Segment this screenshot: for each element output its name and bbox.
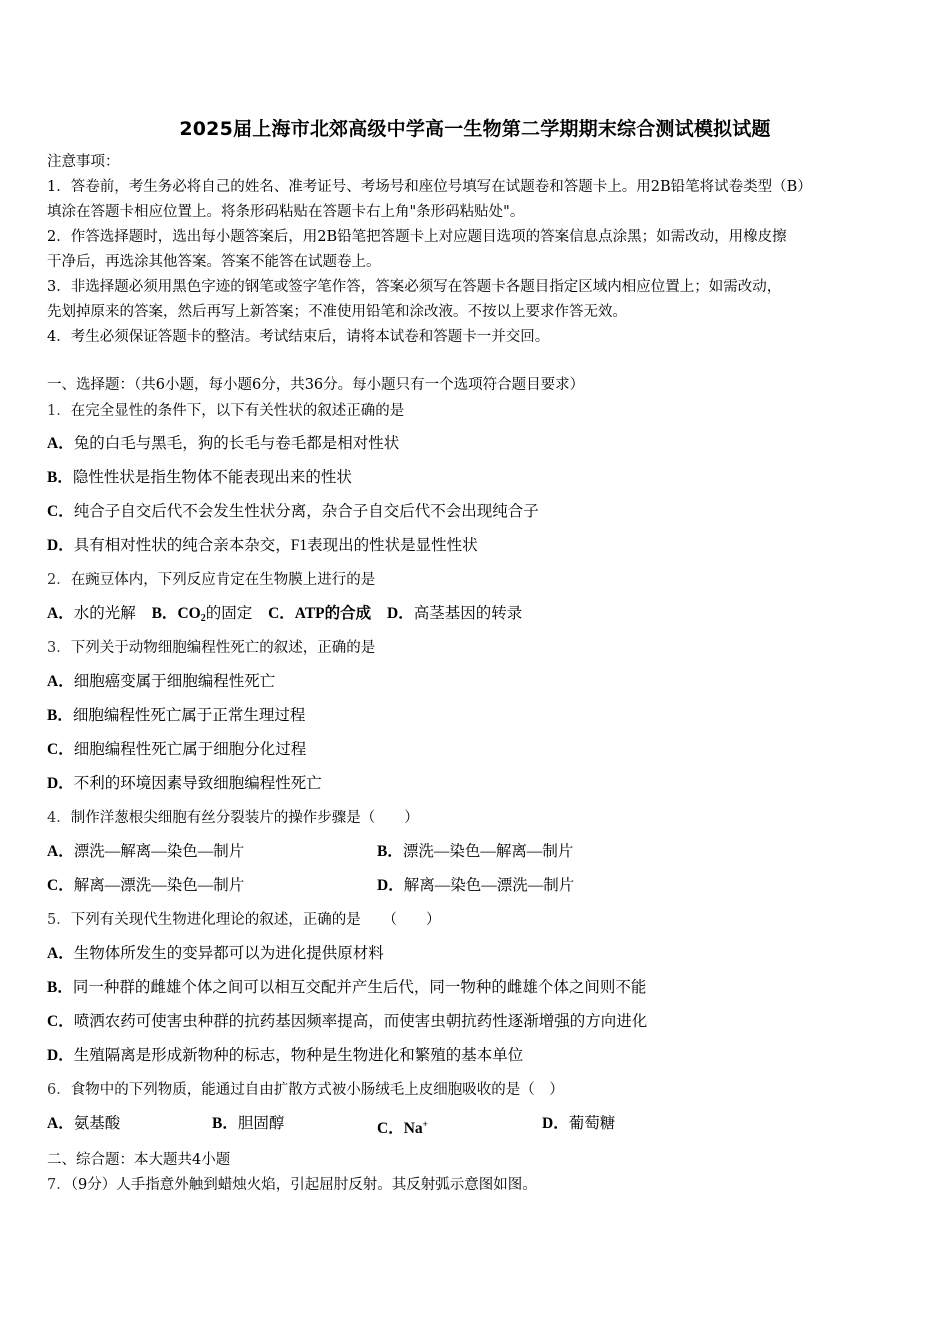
- question-number: 5．: [47, 912, 71, 928]
- question-3: [47, 638, 375, 658]
- option-c: C．解离—漂洗—染色—制片: [47, 877, 245, 894]
- question-number: 4．: [47, 810, 71, 826]
- option-d: D．葡萄糖: [542, 1115, 616, 1132]
- notice-line: 1．答卷前，考生务必将自己的姓名、准考证号、考场号和座位号填写在试题卷和答题卡上。用2B铅笔将试卷类型（B）: [47, 179, 812, 195]
- option-d: D．解离—染色—漂洗—制片: [377, 877, 575, 894]
- option-b: B．胆固醇: [212, 1115, 285, 1132]
- question-number: 2．: [47, 572, 71, 588]
- option-a: A．漂洗—解离—染色—制片: [47, 843, 245, 860]
- option-b: B．隐性性状是指生物体不能表现出来的性状: [47, 469, 352, 486]
- question-stem: 制作洋葱根尖细胞有丝分裂装片的操作步骤是（ ）: [70, 810, 419, 826]
- option-a: A．细胞癌变属于细胞编程性死亡: [47, 673, 276, 690]
- question-6: [47, 1080, 564, 1100]
- question-5: [47, 910, 440, 930]
- section-heading: 一、选择题：（共6小题，每小题6分，共36分。每小题只有一个选项符合题目要求）: [47, 377, 585, 393]
- question-1: [47, 401, 404, 421]
- notice-line: 2．作答选择题时，选出每小题答案后，用2B铅笔把答题卡上对应题目选项的答案信息点涂黑；如需改动，用橡皮擦: [47, 229, 787, 245]
- option-c: C．纯合子自交后代不会发生性状分离，杂合子自交后代不会出现纯合子: [47, 503, 539, 520]
- option-d: D．具有相对性状的纯合亲本杂交，F1表现出的性状是显性性状: [47, 537, 478, 554]
- option-c: C．细胞编程性死亡属于细胞分化过程: [47, 741, 307, 758]
- option-c: C．ATP的合成: [268, 605, 372, 622]
- notice-line: 3．非选择题必须用黑色字迹的钢笔或签字笔作答，答案必须写在答题卡各题目指定区域内相应位置上；如需改动，: [47, 279, 782, 295]
- question-number: 3．: [47, 640, 71, 656]
- question-stem: 食物中的下列物质，能通过自由扩散方式被小肠绒毛上皮细胞吸收的是（ ）: [70, 1082, 564, 1098]
- question-stem: 在完全显性的条件下，以下有关性状的叙述正确的是: [70, 403, 405, 419]
- option-d: D．不利的环境因素导致细胞编程性死亡: [47, 775, 322, 792]
- option-a: A．氨基酸: [47, 1115, 121, 1132]
- option-a: A．兔的白毛与黑毛，狗的长毛与卷毛都是相对性状: [47, 435, 400, 452]
- question-4: [47, 808, 419, 828]
- notice-line: 先划掉原来的答案，然后再写上新答案；不准使用铅笔和涂改液。不按以上要求作答无效。: [47, 304, 627, 320]
- question-number: 1．: [47, 403, 71, 419]
- question-number: 6．: [47, 1082, 71, 1098]
- option-a: A．生物体所发生的变异都可以为进化提供原材料: [47, 945, 384, 962]
- notice-heading: 注意事项：: [47, 154, 120, 170]
- notice-line: 填涂在答题卡相应位置上。将条形码粘贴在答题卡右上角"条形码粘贴处"。: [47, 204, 525, 220]
- option-d: D．生殖隔离是形成新物种的标志，物种是生物进化和繁殖的基本单位: [47, 1047, 524, 1064]
- question-stem: （9分）人手指意外触到蜡烛火焰，引起屈肘反射。其反射弧示意图如图。: [70, 1177, 537, 1193]
- question-7: [47, 1175, 537, 1195]
- question-number: 7．: [47, 1177, 71, 1193]
- section-heading: 二、综合题：本大题共4小题: [47, 1152, 231, 1168]
- option-b: B．漂洗—染色—解离—制片: [377, 843, 574, 860]
- notice-line: 4．考生必须保证答题卡的整洁。考试结束后，请将本试卷和答题卡一并交回。: [47, 329, 550, 345]
- option-c: C．Na+: [377, 1119, 428, 1137]
- page-title: 2025届上海市北郊高级中学高一生物第二学期期末综合测试模拟试题: [179, 118, 771, 140]
- question-2: [47, 570, 375, 590]
- question-stem: 下列关于动物细胞编程性死亡的叙述，正确的是: [70, 640, 376, 656]
- option-b: B．细胞编程性死亡属于正常生理过程: [47, 707, 306, 724]
- question-stem: 在豌豆体内，下列反应肯定在生物膜上进行的是: [70, 572, 376, 588]
- option-b: B．$CO_2$的固定: [151, 605, 253, 624]
- notice-line: 干净后，再选涂其他答案。答案不能答在试题卷上。: [47, 254, 381, 270]
- options-row: [47, 604, 522, 629]
- question-stem: 下列有关现代生物进化理论的叙述，正确的是 （ ）: [70, 912, 441, 928]
- option-c: C．喷洒农药可使害虫种群的抗药基因频率提高，而使害虫朝抗药性逐渐增强的方向进化: [47, 1013, 648, 1030]
- option-d: D．高茎基因的转录: [387, 605, 523, 622]
- option-a: A．水的光解: [47, 605, 136, 622]
- option-b: B．同一种群的雌雄个体之间可以相互交配并产生后代，同一物种的雌雄个体之间则不能: [47, 979, 647, 996]
